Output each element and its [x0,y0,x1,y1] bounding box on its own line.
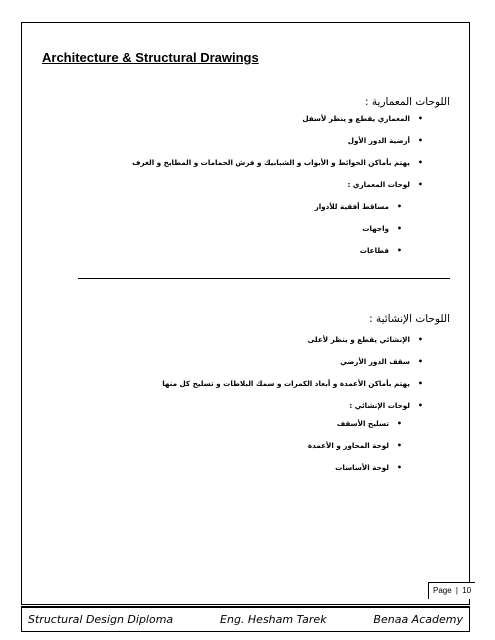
footer-academy: Benaa Academy [373,613,463,626]
list-item: • تسليح الأسقف [308,413,389,435]
page-separator: | [455,586,458,595]
list-item: • الإنشائي يقطع و ينظر لأعلى [162,329,410,351]
list-item: • أرضية الدور الأول [132,130,410,152]
page-number: 10 [462,586,472,595]
structural-drawings-heading: اللوحات الإنشائية : [369,313,450,325]
structural-sublist [308,413,389,479]
document-title: Architecture & Structural Drawings [42,50,259,65]
footer-author: Eng. Hesham Tarek [220,613,327,626]
architectural-sublist [315,196,389,262]
list-item: • لوحة الأساسات [308,457,389,479]
list-item: • يهتم بأماكن الحوائط و الأبواب و الشبابيك و فرش الحمامات و المطابخ و الغرف [132,152,410,174]
page-footer [21,606,470,632]
list-item: • لوحات الإنشائي : [162,395,410,417]
list-item: • واجهات [315,218,389,240]
list-item: • المعماري يقطع و ينظر لأسفل [132,108,410,130]
section-divider [78,278,450,279]
footer-course: Structural Design Diploma [28,613,174,626]
list-item: • لوحة المحاور و الأعمدة [308,435,389,457]
architectural-list [132,108,410,196]
page-number-box [428,582,475,599]
page-label: Page [433,586,452,595]
list-item: • لوحات المعماري : [132,174,410,196]
list-item: • قطاعات [315,240,389,262]
structural-list [162,329,410,417]
architectural-drawings-heading: اللوحات المعمارية : [365,96,450,108]
list-item: • مساقط أفقية للأدوار [315,196,389,218]
list-item: • يهتم بأماكن الأعمدة و أبعاد الكمرات و سمك البلاطات و تسليح كل منها [162,373,410,395]
list-item: • سقف الدور الأرضي [162,351,410,373]
